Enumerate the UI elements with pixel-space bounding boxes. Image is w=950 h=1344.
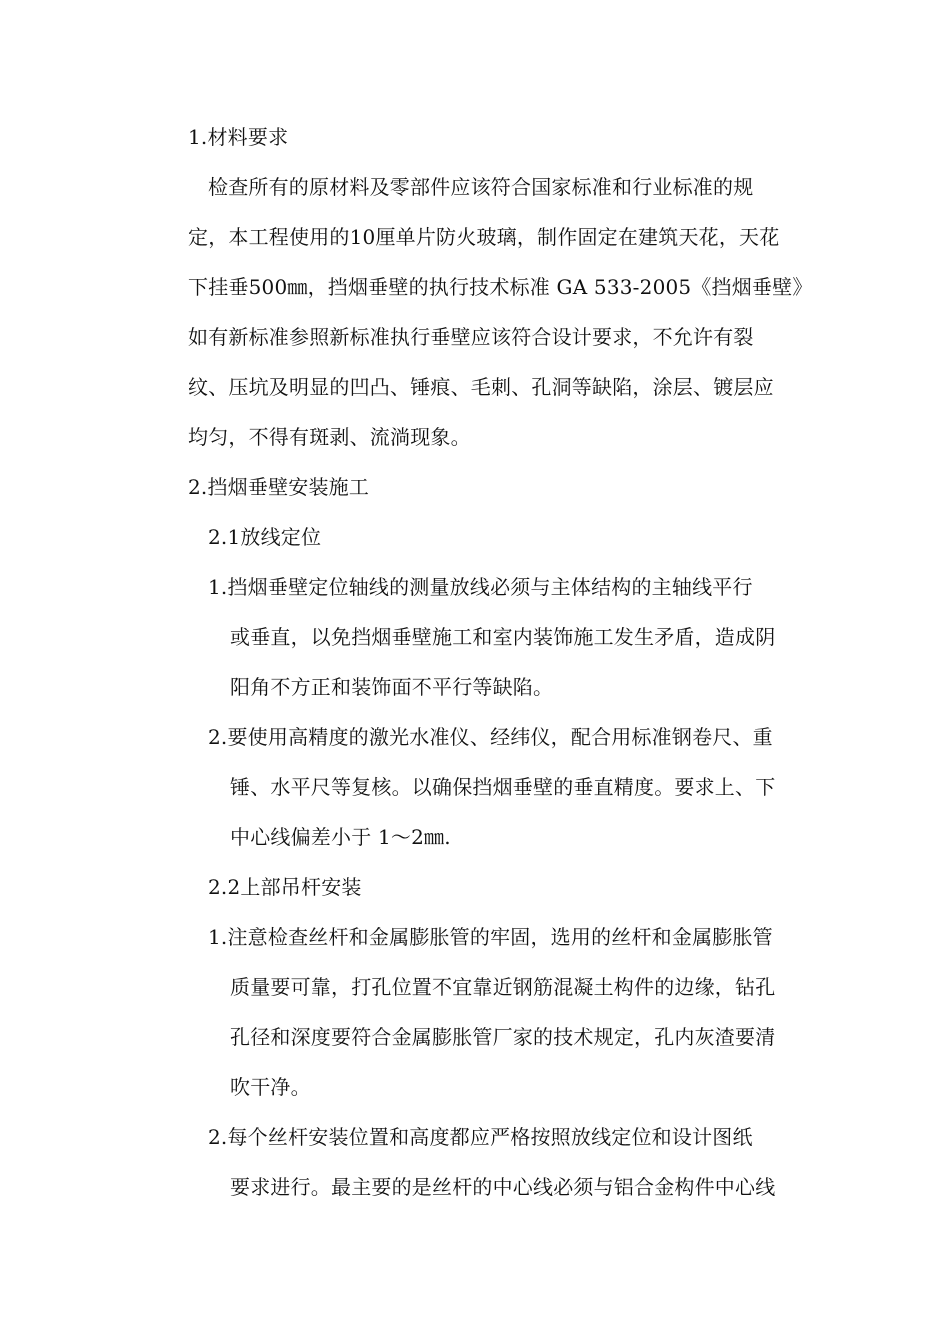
section-1-paragraph-line: 检查所有的原材料及零部件应该符合国家标准和行业标准的规 xyxy=(208,175,754,199)
list-item-line: 质量要可靠，打孔位置不宜靠近钢筋混凝土构件的边缘，钻孔 xyxy=(230,975,776,999)
list-item-line: 2.每个丝杆安装位置和高度都应严格按照放线定位和设计图纸 xyxy=(208,1125,753,1149)
list-item-line: 2.要使用高精度的激光水准仪、经纬仪，配合用标准钢卷尺、重 xyxy=(208,725,773,749)
section-1-paragraph-line: 纹、压坑及明显的凹凸、锤痕、毛刺、孔洞等缺陷，涂层、镀层应 xyxy=(188,375,774,399)
list-item-line: 锤、水平尺等复核。以确保挡烟垂壁的垂直精度。要求上、下 xyxy=(230,775,776,799)
list-item-line: 要求进行。最主要的是丝杆的中心线必须与铝合金构件中心线 xyxy=(230,1175,776,1199)
list-item-line: 1.挡烟垂壁定位轴线的测量放线必须与主体结构的主轴线平行 xyxy=(208,575,753,599)
section-1-paragraph-line: 如有新标准参照新标准执行垂壁应该符合设计要求，不允许有裂 xyxy=(188,325,754,349)
list-item-line: 孔径和深度要符合金属膨胀管厂家的技术规定，孔内灰渣要清 xyxy=(230,1025,776,1049)
section-1-heading: 1.材料要求 xyxy=(188,125,289,149)
list-item-line: 阳角不方正和装饰面不平行等缺陷。 xyxy=(230,675,554,699)
subsection-2-2-heading: 2.2上部吊杆安装 xyxy=(208,875,362,899)
list-item-line: 吹干净。 xyxy=(230,1075,311,1099)
section-1-paragraph-line: 定，本工程使用的10厘单片防火玻璃，制作固定在建筑天花，天花 xyxy=(188,225,780,249)
list-item-line: 1.注意检查丝杆和金属膨胀管的牢固，选用的丝杆和金属膨胀管 xyxy=(208,925,773,949)
list-item-line: 中心线偏差小于 1～2㎜. xyxy=(230,825,451,849)
section-1-paragraph-line: 下挂垂500㎜，挡烟垂壁的执行技术标准 GA 533-2005《挡烟垂壁》 xyxy=(188,275,813,299)
subsection-2-1-heading: 2.1放线定位 xyxy=(208,525,322,549)
section-2-heading: 2.挡烟垂壁安装施工 xyxy=(188,475,370,499)
section-1-paragraph-line: 均匀，不得有斑剥、流淌现象。 xyxy=(188,425,471,449)
list-item-line: 或垂直，以免挡烟垂壁施工和室内装饰施工发生矛盾，造成阴 xyxy=(230,625,776,649)
